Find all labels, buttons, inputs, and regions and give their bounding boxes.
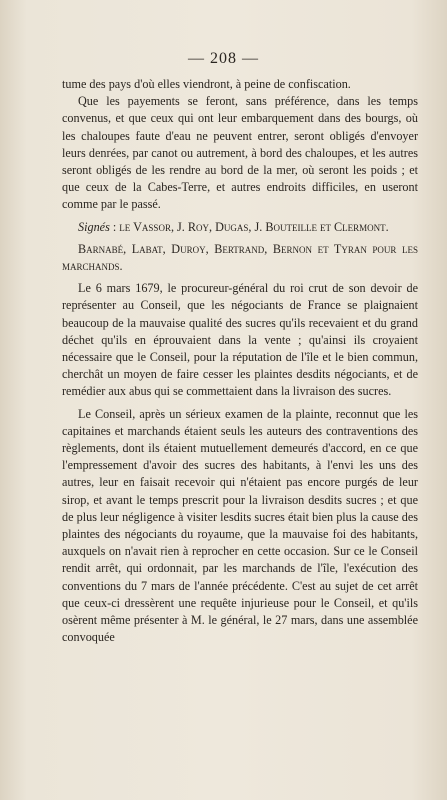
paragraph-signatures	[62, 219, 418, 236]
page-text	[62, 76, 418, 647]
paragraph-payments: Que les payements se feront, sans préférence, dans les temps convenus, et que ceux qui ont leur embarquement dans des bourgs, où les chaloupes faute d'eau ne peuvent entrer, seront obligés d'envoyer leurs denrées, par canot ou autrement, à bord des chaloupes, et les autres seront obligés de les rendre au bord de la mer, où seront les poids ; et que ceux de la Cabes-Terre, et autres endroits difficiles, en useront comme par le passé.	[62, 94, 418, 212]
paragraph-continuation: tume des pays d'où elles viendront, à peine de confiscation.	[62, 77, 351, 91]
paragraph-council-ruling: Le Conseil, après un sérieux examen de la plainte, reconnut que les capitaines et marchands étaient seuls les auteurs des contraventions des règlements, dont ils étaient mutuellement demeurés d'accord, en ce que l'empressement d'avoir des sucres des habitants, à l'envi les uns des autres, leur en faisait recevoir qui n'étaient pas encore purgés de leur sirop, et avant le temps prescrit pour la livraison desdits sucres ; et que de plus leur négligence à visiter lesdits sucres était bien plus la cause des plaintes des négociants du royaume, que la mauvaise foi des habitants, auxquels on n'avait rien à reprocher en cette occasion. Sur ce le Conseil rendit arrêt, qui ordonnait, par les marchands de l'île, l'exécution des conventions du 7 mars de l'année précédente. C'est au sujet de cet arrêt que ceux-ci dressèrent une requête injurieuse pour le Conseil, et qu'ils osèrent même présenter à M. le général, le 27 mars, dans une assemblée convoquée	[62, 406, 418, 645]
paragraph-march-1679: Le 6 mars 1679, le procureur-général du roi crut de son devoir de représenter au Conseil, que les négociants de France se plaignaient beaucoup de la mauvaise qualité des sucres qu'ils recevaient et du grand déchet qu'ils en éprouvaient dans la vente ; qu'ainsi ils croyaient nécessaire que le Conseil, pour la réputation de l'île et le bien commun, cherchât un moyen de faire cesser les plaintes desdits négociants, et de remédier aux abus qui se commettaient dans la livraison des sucres.	[62, 281, 418, 399]
page-number: — 208 —	[188, 50, 259, 67]
paragraph-merchants: Barnabé, Labat, Duroy, Bertrand, Bernon et Tyran pour les marchands.	[62, 241, 418, 274]
signatures-names: : le Vassor, J. Roy, Dugas, J. Bouteille et Clermont.	[109, 219, 389, 234]
signatures-label: Signés	[78, 219, 110, 234]
